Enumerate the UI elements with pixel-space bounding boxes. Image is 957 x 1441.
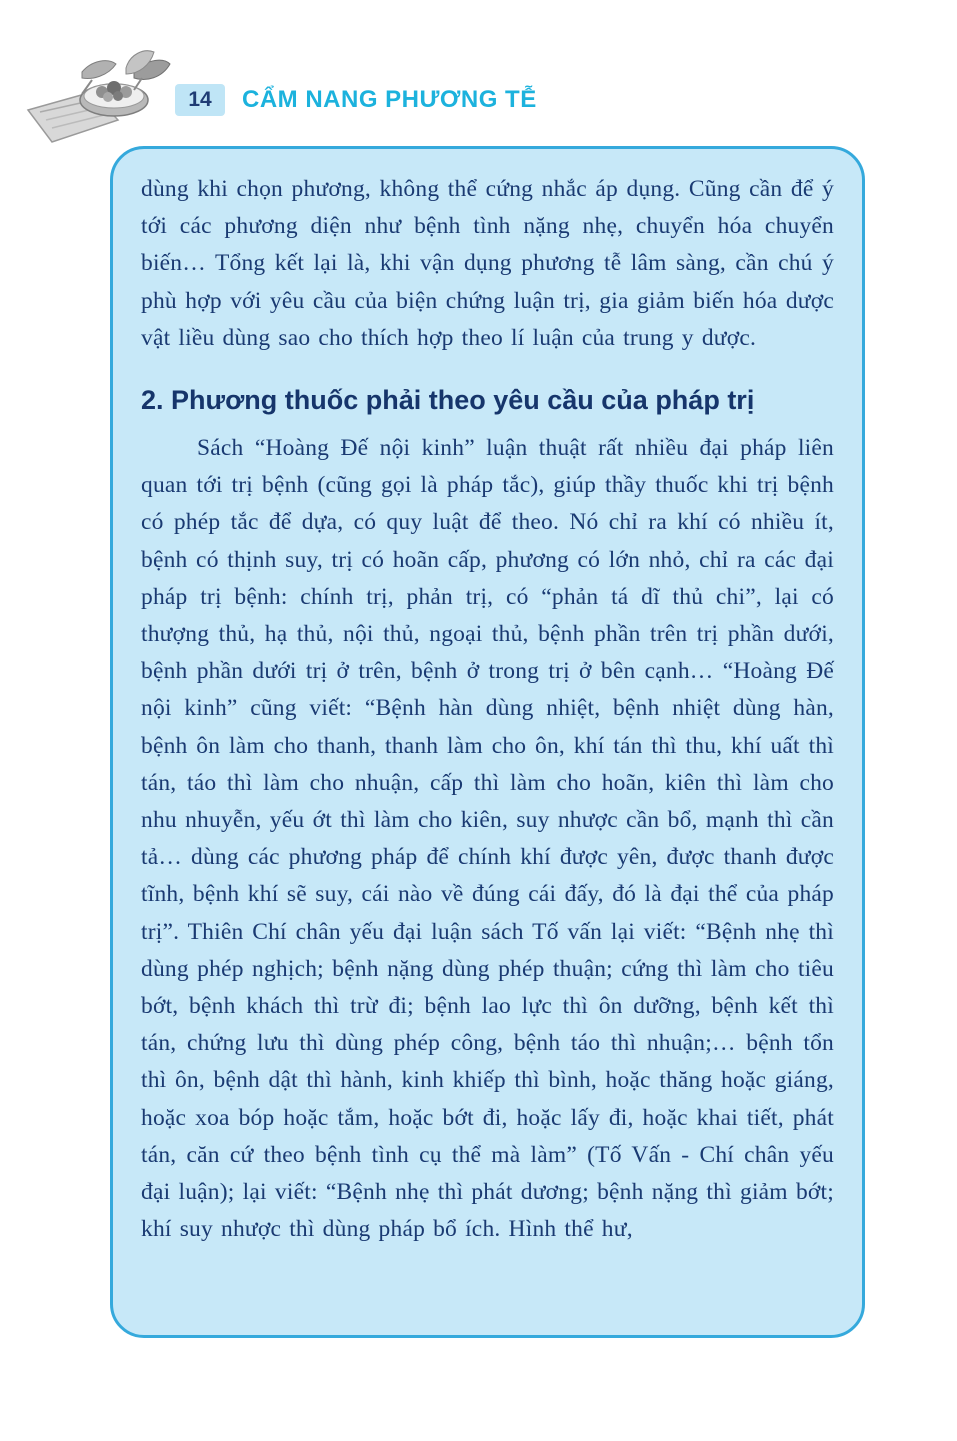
page-number-badge	[175, 84, 225, 116]
page-number: 14	[188, 88, 212, 111]
herbs-illustration	[22, 50, 172, 148]
herbs-illustration-svg	[22, 50, 172, 148]
page-header	[0, 50, 957, 150]
paragraph-continuation: dùng khi chọn phương, không thể cứng nhắc áp dụng. Cũng cần để ý tới các phương diện như bệnh tình nặng nhẹ, chuyển hóa chuyển biến… Tổng kết lại là, khi vận dụng phương tễ lâm sàng, cần chú ý phù hợp với yêu cầu của biện chứng luận trị, gia giảm biến hóa dược vật liều dùng sao cho thích hợp theo lí luận của trung y dược.	[141, 176, 834, 351]
content-box	[110, 146, 865, 1338]
paragraph-body: Sách “Hoàng Đế nội kinh” luận thuật rất nhiều đại pháp liên quan tới trị bệnh (cũng gọi là pháp tắc), giúp thầy thuốc khi trị bệnh có phép tắc để dựa, có quy luật để theo. Nó chỉ ra khí có nhiều ít, bệnh có thịnh suy, trị có hoãn cấp, phương có lớn nhỏ, chỉ ra các đại pháp trị bệnh: chính trị, phản trị, có “phản tá dĩ thủ chi”, lại có thượng thủ, hạ thủ, nội thủ, ngoại thủ, bệnh phần trên trị phần dưới, bệnh phần dưới trị ở trên, bệnh ở trong trị ở bên cạnh… “Hoàng Đế nội kinh” cũng viết: “Bệnh hàn dùng nhiệt, bệnh nhiệt dùng hàn, bệnh ôn làm cho thanh, thanh làm cho ôn, khí tán thì thu, khí uất thì tán, táo thì làm cho nhuận, cấp thì làm cho hoãn, kiên thì làm cho nhu nhuyễn, yếu ớt thì làm cho kiên, suy nhược cần bổ, mạnh thì cần tả… dùng các phương pháp để chính khí được yên, được thanh được tĩnh, bệnh khí sẽ suy, cái nào về đúng cái đấy, đó là đại thể của pháp trị”. Thiên Chí chân yếu đại luận sách Tố vấn lại viết: “Bệnh nhẹ thì dùng phép nghịch; bệnh nặng dùng phép thuận; cứng thì làm cho tiêu bớt, bệnh khách thì trừ đi; bệnh lao lực thì ôn dưỡng, bệnh kết thì tán, chứng lưu thì dùng phép công, bệnh táo thì nhuận;… bệnh tổn thì ôn, bệnh dật thì hành, kinh khiếp thì bình, hoặc thăng hoặc giáng, hoặc xoa bóp hoặc tắm, hoặc bớt đi, hoặc lấy đi, hoặc khai tiết, phát tán, căn cứ theo bệnh tình cụ thể mà làm” (Tố Vấn - Chí chân yếu đại luận); lại viết: “Bệnh nhẹ thì phát dương; bệnh nặng thì giảm bớt; khí suy nhược thì dùng pháp bổ ích. Hình thể hư,	[141, 435, 834, 1243]
section-heading: 2. Phương thuốc phải theo yêu cầu của pháp trị	[141, 385, 755, 416]
book-title: CẨM NANG PHƯƠNG TỄ	[242, 86, 537, 113]
